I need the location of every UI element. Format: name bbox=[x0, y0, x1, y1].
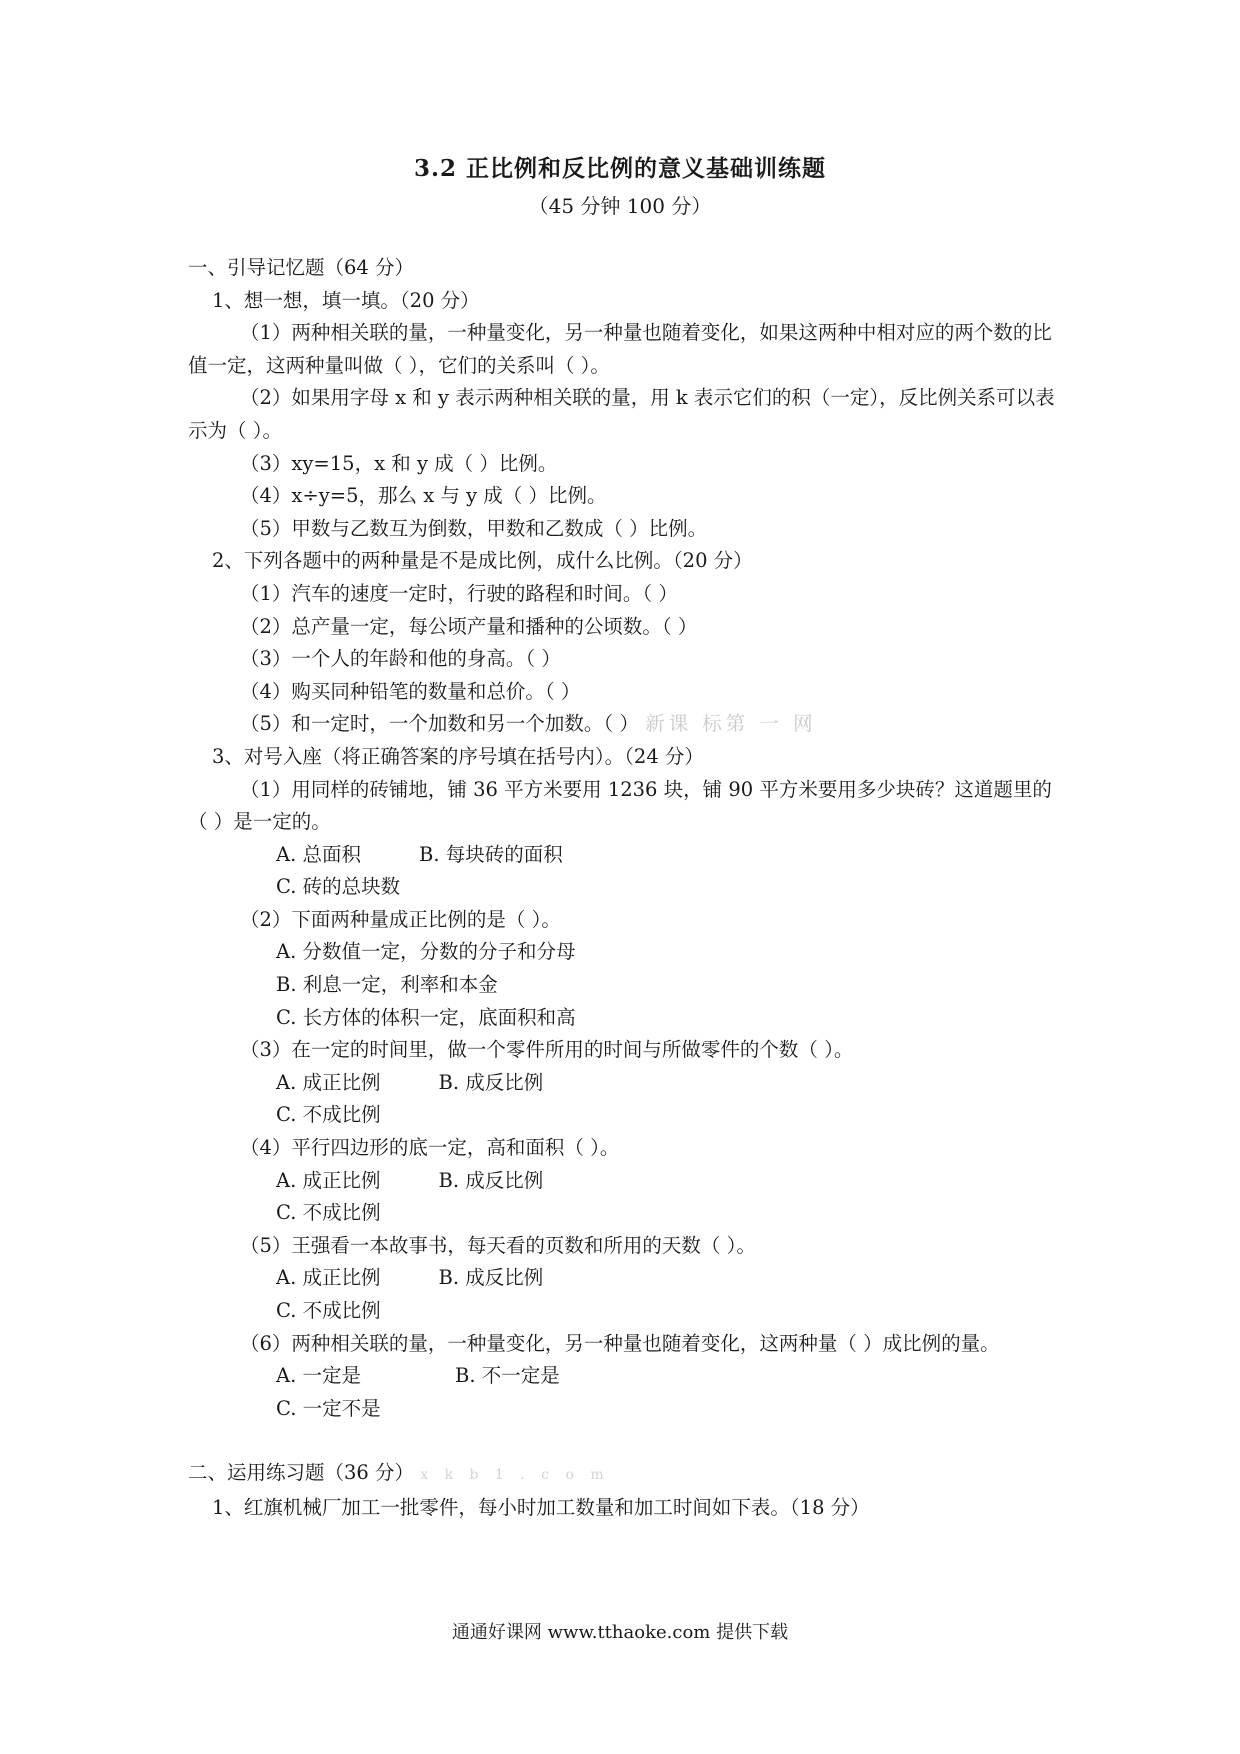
question-1-item-5: （5）甲数与乙数互为倒数，甲数和乙数成（ ）比例。 bbox=[240, 516, 708, 540]
question-2-item-2: （2）总产量一定，每公顷产量和播种的公顷数。（ ） bbox=[240, 614, 698, 638]
question-3-item-6-option-c: C. 一定不是 bbox=[276, 1396, 381, 1420]
question-3-item-5-stem: （5）王强看一本故事书，每天看的页数和所用的天数（ ）。 bbox=[240, 1233, 756, 1257]
option-b: B. 每块砖的面积 bbox=[418, 842, 563, 866]
question-2-heading: 2、下列各题中的两种量是不是成比例，成什么比例。（20 分） bbox=[212, 549, 753, 573]
document-title: 3.2 正比例和反比例的意义基础训练题 bbox=[413, 155, 827, 182]
watermark-url: x k b 1 . c o m bbox=[420, 1467, 610, 1484]
question-3-item-2-option-a: A. 分数值一定，分数的分子和分母 bbox=[276, 940, 576, 964]
question-3-item-1-stem: （1）用同样的砖铺地，铺 36 平方米要用 1236 块，铺 90 平方米要用多少块砖？这道题里的（ ）是一定的。 bbox=[188, 777, 1052, 834]
question-1-item-3: （3）xy=15，x 和 y 成（ ）比例。 bbox=[240, 451, 558, 475]
question-3-item-6-stem: （6）两种相关联的量，一种量变化，另一种量也随着变化，这两种量（ ）成比例的量。 bbox=[240, 1331, 1000, 1355]
option-b: B. 成反比例 bbox=[438, 1070, 544, 1094]
question-2-item-1: （1）汽车的速度一定时，行驶的路程和时间。（ ） bbox=[240, 581, 678, 605]
question-3-item-2-option-c: C. 长方体的体积一定，底面积和高 bbox=[276, 1005, 576, 1029]
question-2-item-5: （5）和一定时，一个加数和另一个加数。（ ） bbox=[240, 712, 639, 736]
spacer bbox=[188, 1425, 1063, 1457]
option-a: A. 总面积 bbox=[276, 842, 361, 866]
question-2-item-5-row bbox=[188, 708, 1063, 741]
watermark-text: 新课 标第 一 网 bbox=[645, 712, 817, 736]
section-2-heading-row bbox=[188, 1457, 1063, 1492]
question-1-item-1: （1）两种相关联的量，一种量变化，另一种量也随着变化，如果这两种中相对应的两个数的比值一定，这两种量叫做（ ），它们的关系叫（ ）。 bbox=[188, 321, 1052, 377]
section-1-heading: 一、引导记忆题（64 分） bbox=[188, 256, 415, 279]
question-1-item-4: （4）x÷y=5，那么 x 与 y 成（ ）比例。 bbox=[240, 484, 607, 508]
question-3-heading: 3、对号入座（将正确答案的序号填在括号内）。（24 分） bbox=[212, 744, 704, 768]
question-1-heading: 1、想一想，填一填。（20 分） bbox=[212, 288, 480, 312]
question-3-item-5-options-ab bbox=[188, 1262, 1063, 1295]
question-3-item-4-options-ab bbox=[188, 1165, 1063, 1198]
option-b: B. 不一定是 bbox=[454, 1364, 560, 1388]
question-3-item-4-option-c: C. 不成比例 bbox=[276, 1201, 381, 1225]
section-2-question-1: 1、红旗机械厂加工一批零件，每小时加工数量和加工时间如下表。（18 分） bbox=[212, 1495, 870, 1519]
document-subtitle: （45 分钟 100 分） bbox=[528, 194, 712, 218]
question-3-item-1-options-ab bbox=[188, 839, 1063, 872]
document-body bbox=[188, 252, 1063, 1525]
page-footer: 通通好课网 www.tthaoke.com 提供下载 bbox=[451, 1622, 789, 1643]
question-2-item-3: （3）一个人的年龄和他的身高。（ ） bbox=[240, 647, 561, 671]
question-3-item-3-options-ab bbox=[188, 1067, 1063, 1100]
question-3-item-2-option-b: B. 利息一定，利率和本金 bbox=[276, 973, 498, 997]
question-3-item-3-stem: （3）在一定的时间里，做一个零件所用的时间与所做零件的个数（ ）。 bbox=[240, 1038, 854, 1062]
option-a: A. 成正比例 bbox=[276, 1168, 381, 1192]
question-3-item-4-stem: （4）平行四边形的底一定，高和面积（ ）。 bbox=[240, 1136, 620, 1160]
question-3-item-6-options-ab bbox=[188, 1360, 1063, 1393]
option-a: A. 成正比例 bbox=[276, 1266, 381, 1290]
option-a: A. 一定是 bbox=[276, 1364, 361, 1388]
option-a: A. 成正比例 bbox=[276, 1070, 381, 1094]
question-3-item-3-option-c: C. 不成比例 bbox=[276, 1103, 381, 1127]
question-1-item-2: （2）如果用字母 x 和 y 表示两种相关联的量，用 k 表示它们的积（一定），反比例关系可以表示为（ ）。 bbox=[188, 386, 1055, 442]
option-b: B. 成反比例 bbox=[438, 1168, 544, 1192]
question-3-item-2-stem: （2）下面两种量成正比例的是（ ）。 bbox=[240, 907, 561, 931]
question-2-item-4: （4）购买同种铅笔的数量和总价。（ ） bbox=[240, 679, 581, 703]
section-2-heading: 二、运用练习题（36 分） bbox=[188, 1461, 415, 1485]
option-b: B. 成反比例 bbox=[438, 1266, 544, 1290]
question-3-item-1-option-c: C. 砖的总块数 bbox=[276, 875, 401, 899]
question-3-item-5-option-c: C. 不成比例 bbox=[276, 1299, 381, 1322]
